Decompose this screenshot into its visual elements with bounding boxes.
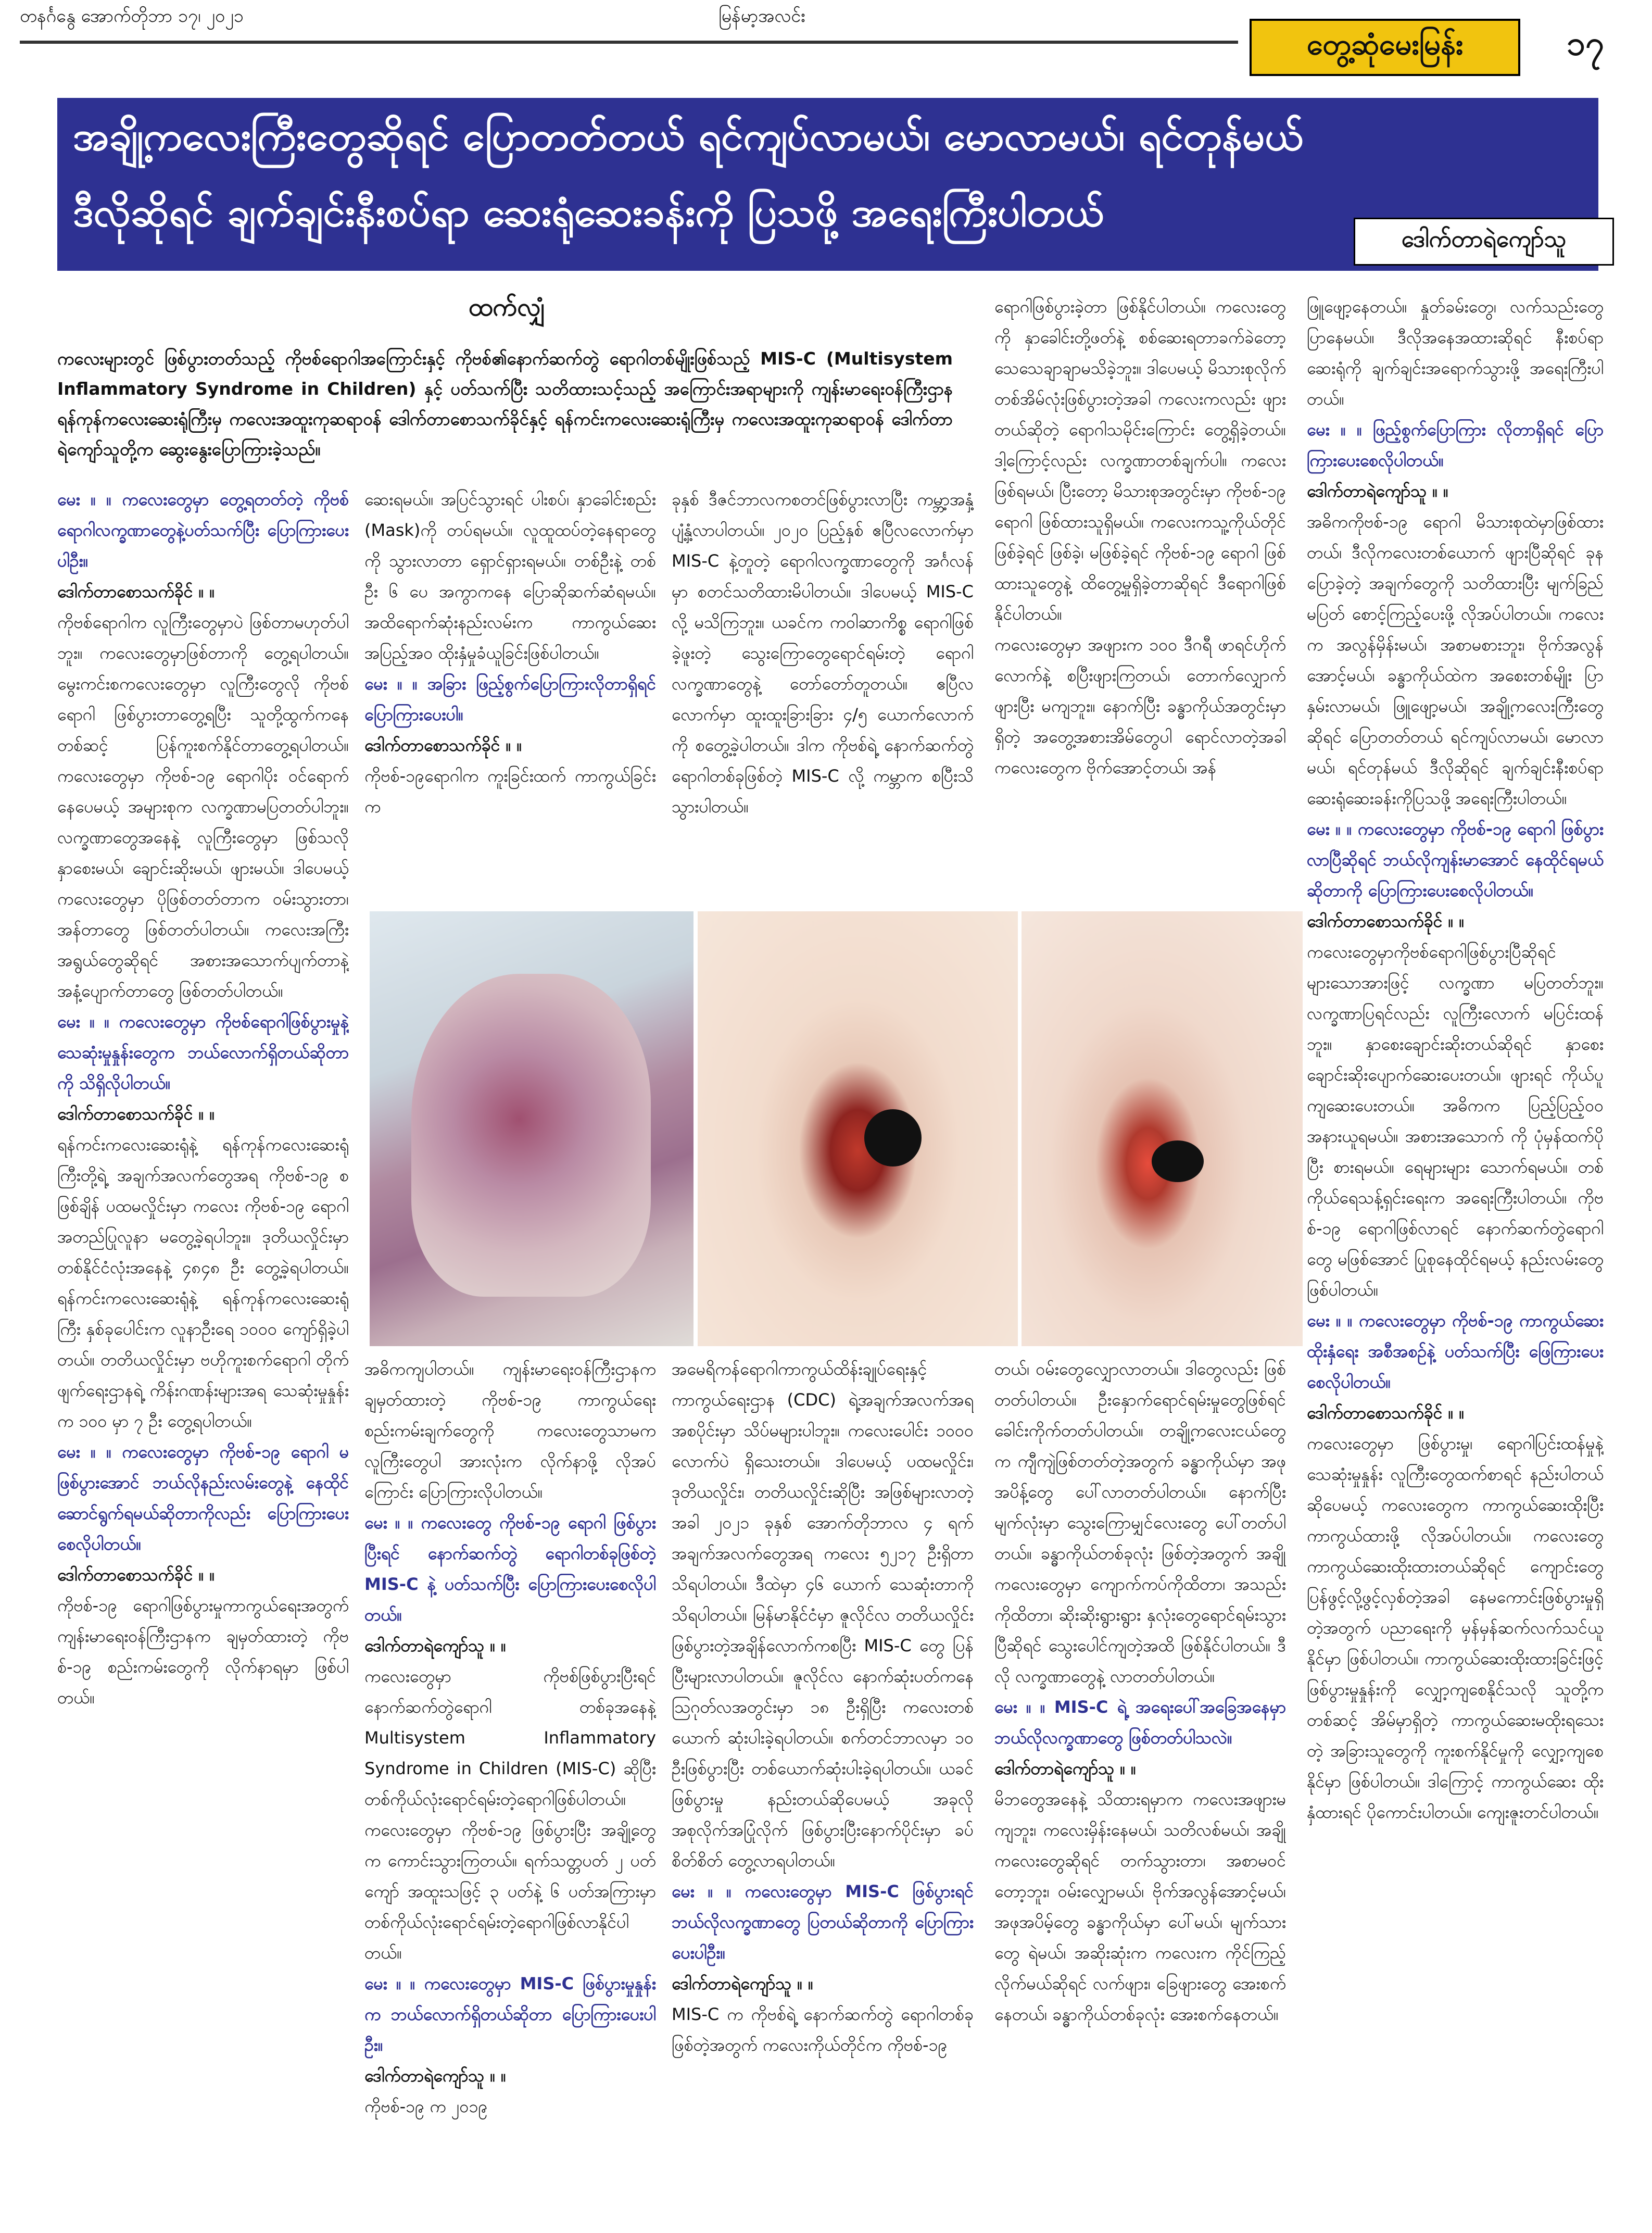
paragraph: MIS-C က ကိုဗစ်ရဲ့ နောက်ဆက်တွဲ ရောဂါတစ်ခုဖြစ်တဲ့အတွက် ကလေးကိုယ်တိုင်က ကိုဗစ်-၁၉ bbox=[672, 2004, 974, 2055]
question-text: မေး ။ ။ ကလေးတွေမှာ ကိုဗစ်-၁၉ ကာကွယ်ဆေးထိုးနှံရေး အစီအစဉ်နဲ့ ပတ်သက်ပြီး ဖြေကြားပေးစေလိုပါတယ်။ bbox=[1307, 1311, 1604, 1392]
question-text: မေး ။ ။ ကလေးတွေမှာ တွေ့ရတတ်တဲ့ ကိုဗစ်ရောဂါလက္ခဏာတွေနဲ့ပတ်သက်ပြီး ပြောကြားပေးပါဦး။ bbox=[57, 490, 349, 571]
column-3-bottom bbox=[672, 1354, 974, 2224]
paragraph: ကလေးတွေမှာကိုဗစ်ရောဂါဖြစ်ပွားပြီဆိုရင် များသောအားဖြင့် လက္ခဏာ မပြတတ်ဘူး။ လက္ခဏာပြရင်လည်း လူကြီးလောက် မပြင်းထန်ဘူး။ နှာစေးချောင်းဆိုးတယ်ဆိုရင် နှာစေးချောင်းဆိုးပျောက်ဆေးပေးတယ်။ ဖျားရင် ကိုယ်ပူကျဆေးပေးတယ်။ အဓိကက ပြည့်ပြည့်ဝဝအနားယူရမယ်။ အစားအသောက် ကို ပုံမှန်ထက်ပိုပြီး စားရမယ်။ ရေများများ သောက်ရမယ်။ တစ်ကိုယ်ရေသန့်ရှင်းရေးက အရေးကြီးပါတယ်။ ကိုဗစ်-၁၉ ရောဂါဖြစ်လာရင် နောက်ဆက်တွဲရောဂါတွေ မဖြစ်အောင် ပြုစုနေထိုင်ရမယ့် နည်းလမ်းတွေဖြစ်ပါတယ်။ bbox=[1307, 942, 1604, 1300]
page-header bbox=[0, 0, 1652, 89]
headline-line-2: ဒီလိုဆိုရင် ချက်ချင်းနီးစပ်ရာ ဆေးရုံဆေးခန်းကို ပြသဖို့ အရေးကြီးပါတယ် bbox=[73, 189, 1104, 235]
question-text: မေး ။ ။ အခြား ဖြည့်စွက်ပြောကြားလိုတာရှိရင် ပြောကြားပေးပါ။ bbox=[364, 674, 656, 724]
question-text: မေး ။ ။ ဖြည့်စွက်ပြောကြား လိုတာရှိရင် ပြောကြားပေးစေလိုပါတယ်။ bbox=[1307, 420, 1604, 470]
answerer-label: ဒေါက်တာရဲကျော်သူ ။ ။ bbox=[994, 1759, 1136, 1778]
answerer-label: ဒေါက်တာရဲကျော်သူ ။ ။ bbox=[364, 2066, 506, 2086]
question-text: မေး ။ ။ ကလေးတွေမှာ MIS-C ဖြစ်ပွားမှုနှုန်းက ဘယ်လောက်ရှိတယ်ဆိုတာ ပြောကြားပေးပါဦး။ bbox=[364, 1974, 656, 2055]
paragraph: ကိုဗစ်-၁၉ ရောဂါဖြစ်ပွားမှုကာကွယ်ရေးအတွက် ကျန်းမာရေးဝန်ကြီးဌာနက ချမှတ်ထားတဲ့ ကိုဗစ်-၁၉ စည်းကမ်းတွေကို လိုက်နာရမှာ ဖြစ်ပါတယ်။ bbox=[57, 1596, 349, 1708]
paragraph: ကိုဗစ်-၁၉ရောဂါက ကူးခြင်းထက် ကာကွယ်ခြင်းက bbox=[364, 766, 656, 817]
paragraph: ကိုဗစ်-၁၉ က ၂၀၁၉ bbox=[364, 2097, 488, 2116]
pupil-2 bbox=[1152, 1140, 1204, 1182]
answerer-label: ဒေါက်တာစောသက်ခိုင် ။ ။ bbox=[57, 582, 215, 601]
photo-red-eye-1 bbox=[698, 911, 1018, 1346]
column-1 bbox=[57, 484, 349, 2224]
header-rule bbox=[20, 41, 1238, 44]
paragraph: တယ်၊ ဝမ်းတွေလျှောလာတယ်။ ဒါတွေလည်း ဖြစ်တတ်ပါတယ်။ ဦးနှောက်ရောင်ရမ်းမှုတွေဖြစ်ရင် ခေါင်းကိုက်တတ်ပါတယ်။ တချို့ကလေးငယ်တွေက ကျီကျဲဖြစ်တတ်တဲ့အတွက် ခန္ဓာကိုယ်မှာ အဖုအပိန့်တွေ ပေါ်လာတတ်ပါတယ်။ နောက်ပြီး မျက်လုံးမှာ သွေးကြောမျှင်လေးတွေ ပေါ်တတ်ပါတယ်။ ခန္ဓာကိုယ်တစ်ခုလုံး ဖြစ်တဲ့အတွက် အချို့ကလေးတွေမှာ ကျောက်ကပ်ကိုထိတာ၊ အသည်းကိုထိတာ၊ ဆိုးဆိုးရွားရွား နှလုံးတွေရောင်ရမ်းသွားပြီဆိုရင် သွေးပေါင်ကျတဲ့အထိ ဖြစ်နိုင်ပါတယ်။ ဒီလို လက္ခဏာတွေနဲ့ လာတတ်ပါတယ်။ bbox=[994, 1359, 1286, 1686]
paragraph: အဓိကကိုဗစ်-၁၉ ရောဂါ မိသားစုထဲမှာဖြစ်ထားတယ်၊ ဒီလိုကလေးတစ်ယောက် ဖျားပြီဆိုရင် ခုနပြောခဲ့တဲ့ အချက်တွေကို သတိထားပြီး မျက်ခြည်မပြတ် စောင့်ကြည့်ပေးဖို့ လိုအပ်ပါတယ်။ ကလေးက အလွန်မှိန်းမယ်၊ အစာမစားဘူး၊ ဗိုက်အလွန်အောင့်မယ်၊ ခန္ဓာကိုယ်ထဲက အစေးတစ်မျိုး ပြာနှမ်းလာမယ်၊ ဖြူဖျော့မယ်၊ အချို့ကလေးကြီးတွေဆိုရင် ပြောတတ်တယ် ရင်ကျပ်လာမယ်၊ မောလာမယ်၊ ရင်တုန်မယ် ဒီလိုဆိုရင် ချက်ချင်းနီးစပ်ရာ ဆေးရုံဆေးခန်းကိုပြသဖို့ အရေးကြီးပါတယ်။ bbox=[1307, 512, 1604, 808]
hand-shape bbox=[411, 974, 651, 1297]
photo-red-eye-2 bbox=[1022, 911, 1303, 1346]
question-text: မေး ။ ။ ကလေးတွေမှာ MIS-C ဖြစ်ပွားရင်ဘယ်လိုလက္ခဏာတွေ ပြတယ်ဆိုတာကို ပြောကြားပေးပါဦး။ bbox=[672, 1881, 974, 1963]
column-4-bottom bbox=[994, 1354, 1286, 2224]
column-5 bbox=[1307, 292, 1604, 2224]
paragraph: မိဘတွေအနေနဲ့ သိထားရမှာက ကလေးအဖျားမကျဘူး၊ ကလေးမှိန်းနေမယ်၊ သတိလစ်မယ်၊ အချို့ကလေးတွေဆိုရင် တက်သွားတာ၊ အစာမဝင်တော့ဘူး၊ ဝမ်းလျှောမယ်၊ ဗိုက်အလွန်အောင့်မယ်၊ အဖုအပိမ့်တွေ ခန္ဓာကိုယ်မှာ ပေါ်မယ်၊ မျက်သားတွေ ရဲမယ်၊ အဆိုးဆုံးက ကလေးက ကိုင်ကြည့်လိုက်မယ်ဆိုရင် လက်ဖျား၊ ခြေဖျားတွေ အေးစက်နေတယ်၊ ခန္ဓာကိုယ်တစ်ခုလုံး အေးစက်နေတယ်။ bbox=[994, 1789, 1286, 2024]
answerer-label: ဒေါက်တာရဲကျော်သူ ။ ။ bbox=[364, 1636, 506, 1655]
paragraph: ကလေးတွေမှာ ဖြစ်ပွားမှု၊ ရောဂါပြင်းထန်မှုနဲ့ သေဆုံးမှုနှုန်း လူကြီးတွေထက်စာရင် နည်းပါတယ်ဆိုပေမယ့် ကလေးတွေက ကာကွယ်ဆေးထိုးပြီး ကာကွယ်ထားဖို့ လိုအပ်ပါတယ်။ ကလေးတွေကာကွယ်ဆေးထိုးထားတယ်ဆိုရင် ကျောင်းတွေပြန်ဖွင့်လို့ဖွင့်လှစ်တဲ့အခါ နေမကောင်းဖြစ်ပွားမှုရှိတဲ့အတွက် ပညာရေးကို မှန်မှန်ဆက်လက်သင်ယူနိုင်မှာ ဖြစ်ပါတယ်။ ကာကွယ်ဆေးထိုးထားခြင်းဖြင့် ဖြစ်ပွားမှုနှုန်းကို လျှော့ကျစေနိုင်သလို သူတို့ကတစ်ဆင့် အိမ်မှာရှိတဲ့ ကာကွယ်ဆေးမထိုးရသေးတဲ့ အခြားသူတွေကို ကူးစက်နိုင်မှုကို လျှော့ကျစေနိုင်မှာ ဖြစ်ပါတယ်။ ဒါကြောင့် ကာကွယ်ဆေး ထိုးနှံထားရင် ပိုကောင်းပါတယ်။ ကျေးဇူးတင်ပါတယ်။ bbox=[1307, 1434, 1604, 1822]
question-text: မေး ။ ။ ကလေးတွေမှာ ကိုဗစ်ရောဂါဖြစ်ပွားမှုနဲ့ သေဆုံးမှုနှုန်းတွေက ဘယ်လောက်ရှိတယ်ဆိုတာကို သိရှိလိုပါတယ်။ bbox=[57, 1012, 349, 1093]
section-label: တွေ့ဆုံမေးမြန်း bbox=[1250, 19, 1520, 76]
newspaper-name: မြန်မာ့အလင်း bbox=[718, 6, 805, 27]
column-2-top bbox=[364, 484, 656, 901]
paragraph: ခုနှစ် ဒီဇင်ဘာလကစတင်ဖြစ်ပွားလာပြီး ကမ္ဘာ့အနှံ့ပျံ့နှံ့လာပါတယ်။ ၂၀၂၀ ပြည့်နှစ် ဧပြီလလောက်မှာ MIS-C နဲ့တူတဲ့ ရောဂါလက္ခဏာတွေကို အင်္ဂလန်မှာ စတင်သတိထားမိပါတယ်။ ဒါပေမယ့် MIS-C လို့ မသိကြဘူး။ ယခင်က ကဝါဆာကိစ္စ ရောဂါဖြစ်ခဲ့ဖူးတဲ့ သွေးကြောတွေရောင်ရမ်းတဲ့ ရောဂါလက္ခဏာတွေနဲ့ တော်တော်တူတယ်။ ဧပြီလလောက်မှာ ထူးထူးခြားခြား ၄/၅ ယောက်လောက်ကို စတွေ့ခဲ့ပါတယ်။ ဒါက ကိုဗစ်ရဲ့ နောက်ဆက်တွဲ ရောဂါတစ်ခုဖြစ်တဲ့ MIS-C လို့ ကမ္ဘာက စပြီးသိသွားပါတယ်။ bbox=[672, 490, 974, 817]
answerer-label: ဒေါက်တာစောသက်ခိုင် ။ ။ bbox=[57, 1565, 215, 1585]
column-2-bottom bbox=[364, 1354, 656, 2224]
article-intro: ကလေးများတွင် ဖြစ်ပွားတတ်သည့် ကိုဗစ်ရောဂါအကြောင်းနှင့် ကိုဗစ်၏နောက်ဆက်တွဲ ရောဂါတစ်မျိုးဖြစ်သည့် MIS-C (Multisystem Inflammatory Syndrome in Children) နှင့် ပတ်သက်ပြီး သတိထားသင့်သည့် အကြောင်းအရာများကို ကျန်းမာရေးဝန်ကြီးဌာန ရန်ကုန်ကလေးဆေးရုံကြီးမှ ကလေးအထူးကုဆရာဝန် ဒေါက်တာစောသက်ခိုင်နှင့် ရန်ကင်းကလေးဆေးရုံကြီးမှ ကလေးအထူးကုဆရာဝန် ဒေါက်တာရဲကျော်သူတို့က ဆွေးနွေးပြောကြားခဲ့သည်။ bbox=[57, 348, 953, 459]
paragraph: အဓိကကျပါတယ်။ ကျန်းမာရေးဝန်ကြီးဌာနက ချမှတ်ထားတဲ့ ကိုဗစ်-၁၉ ကာကွယ်ရေး စည်းကမ်းချက်တွေကို ကလေးတွေသာမက လူကြီးတွေပါ အားလုံးက လိုက်နာဖို့ လိုအပ်ကြောင်း ပြောကြားလိုပါတယ်။ bbox=[364, 1359, 656, 1502]
paragraph: ရန်ကင်းကလေးဆေးရုံနဲ့ ရန်ကုန်ကလေးဆေးရုံကြီးတို့ရဲ့ အချက်အလက်တွေအရ ကိုဗစ်-၁၉ စဖြစ်ချိန် ပထမလှိုင်းမှာ ကလေး ကိုဗစ်-၁၉ ရောဂါ အတည်ပြုလူနာ မတွေ့ခဲ့ရပါဘူး။ ဒုတိယလှိုင်းမှာ တစ်နိုင်ငံလုံးအနေနဲ့ ၄၈၄၈ ဦး တွေ့ခဲ့ရပါတယ်။ ရန်ကင်းကလေးဆေးရုံနဲ့ ရန်ကုန်ကလေးဆေးရုံကြီး နှစ်ခုပေါင်းက လူနာဦးရေ ၁၀၀၀ ကျော်ရှိခဲ့ပါတယ်။ တတိယလှိုင်းမှာ ဗဟိုကူးစက်ရောဂါ တိုက်ဖျက်ရေးဌာနရဲ့ ကိန်းဂဏန်းများအရ သေဆုံးမှုနှုန်းက ၁၀၀ မှာ ၇ ဦး တွေ့ရပါတယ်။ bbox=[57, 1135, 349, 1431]
headline-line-1: အချို့ကလေးကြီးတွေဆိုရင် ပြောတတ်တယ် ရင်ကျပ်လာမယ်၊ မောလာမယ်၊ ရင်တုန်မယ် bbox=[73, 113, 1304, 159]
column-4-top bbox=[994, 292, 1286, 901]
answerer-label: ဒေါက်တာစောသက်ခိုင် ။ ။ bbox=[1307, 911, 1465, 931]
answerer-label: ဒေါက်တာရဲကျော်သူ ။ ။ bbox=[672, 1974, 813, 1993]
photo-rash-hand bbox=[370, 911, 693, 1346]
interviewer-name: ထက်လျှံ bbox=[469, 293, 546, 322]
column-3-top bbox=[672, 484, 974, 901]
paragraph: ရောဂါဖြစ်ပွားခဲ့တာ ဖြစ်နိုင်ပါတယ်။ ကလေးတွေကို နှာခေါင်းတို့ဖတ်နဲ့ စစ်ဆေးရတာခက်ခဲတော့ သေသေချာချာမသိခဲ့ဘူး။ ဒါပေမယ့် မိသားစုလိုက် တစ်အိမ်လုံးဖြစ်ပွားတဲ့အခါ ကလေးကလည်း ဖျားတယ်ဆိုတဲ့ ရောဂါသမိုင်းကြောင်း တွေ့ရှိခဲ့တယ်။ ဒါ့ကြောင့်လည်း လက္ခဏာတစ်ချက်ပါ။ ကလေးဖြစ်ရမယ်၊ ပြီးတော့ မိသားစုအတွင်းမှာ ကိုဗစ်-၁၉ ရောဂါ ဖြစ်ထားသူရှိမယ်။ ကလေးကသူ့ကိုယ်တိုင် ဖြစ်ခဲ့ရင် ဖြစ်ခဲ့၊ မဖြစ်ခဲ့ရင် ကိုဗစ်-၁၉ ရောဂါ ဖြစ်ထားသူတွေနဲ့ ထိတွေ့မှုရှိခဲ့တာဆိုရင် ဒီရောဂါဖြစ်နိုင်ပါတယ်။ bbox=[994, 297, 1286, 624]
answerer-label: ဒေါက်တာစောသက်ခိုင် ။ ။ bbox=[1307, 1403, 1465, 1423]
paragraph: ကိုဗစ်ရောဂါက လူကြီးတွေမှာပဲ ဖြစ်တာမဟုတ်ပါဘူး။ ကလေးတွေမှာဖြစ်တာကို တွေ့ရပါတယ်။ မွေးကင်းစကလေးတွေမှာ လူကြီးတွေလို ကိုဗစ်ရောဂါ ဖြစ်ပွားတာတွေ့ရပြီး သူတို့ထွက်ကနေတစ်ဆင့် ပြန်ကူးစက်နိုင်တာတွေ့ရပါတယ်။ ကလေးတွေမှာ ကိုဗစ်-၁၉ ရောဂါပိုး ဝင်ရောက်နေပေမယ့် အများစုက လက္ခဏာမပြတတ်ပါဘူး။ လက္ခဏာတွေအနေနဲ့ လူကြီးတွေမှာ ဖြစ်သလို နှာစေးမယ်၊ ချောင်းဆိုးမယ်၊ ဖျားမယ်။ ဒါပေမယ့် ကလေးတွေမှာ ပိုဖြစ်တတ်တာက ဝမ်းသွားတာ၊ အန်တာတွေ ဖြစ်တတ်ပါတယ်။ ကလေးအကြီးအရွယ်တွေဆိုရင် အစားအသောက်ပျက်တာနဲ့ အနံ့ပျောက်တာတွေ ဖြစ်တတ်ပါတယ်။ bbox=[57, 612, 349, 1001]
answerer-label: ဒေါက်တာရဲကျော်သူ ။ ။ bbox=[1307, 481, 1448, 501]
answerer-label: ဒေါက်တာစောသက်ခိုင် ။ ။ bbox=[57, 1104, 215, 1124]
answerer-label: ဒေါက်တာစောသက်ခိုင် ။ ။ bbox=[364, 735, 522, 755]
paragraph: ကလေးတွေမှာ ကိုဗစ်ဖြစ်ပွားပြီးရင် နောက်ဆက်တွဲရောဂါ တစ်ခုအနေနဲ့ Multisystem Inflammatory Syndrome in Children (MIS-C) ဆိုပြီး တစ်ကိုယ်လုံးရောင်ရမ်းတဲ့ရောဂါဖြစ်ပါတယ်။ ကလေးတွေမှာ ကိုဗစ်-၁၉ ဖြစ်ပွားပြီး အချို့တွေက ကောင်းသွားကြတယ်။ ရက်သတ္တပတ် ၂ ပတ်ကျော် အထူးသဖြင့် ၃ ပတ်နဲ့ ၆ ပတ်အကြားမှာ တစ်ကိုယ်လုံးရောင်ရမ်းတဲ့ရောဂါဖြစ်လာနိုင်ပါတယ်။ bbox=[364, 1666, 656, 1963]
question-text: မေး ။ ။ MIS-C ရဲ့ အရေးပေါ်အခြေအနေမှာ ဘယ်လိုလက္ခဏာတွေ ဖြစ်တတ်ပါသလဲ။ bbox=[994, 1697, 1286, 1748]
question-text: မေး ။ ။ ကလေးတွေမှာ ကိုဗစ်-၁၉ ရောဂါ မဖြစ်ပွားအောင် ဘယ်လိုနည်းလမ်းတွေနဲ့ နေထိုင်ဆောင်ရွက်ရမယ်ဆိုတာကိုလည်း ပြောကြားပေးစေလိုပါတယ်။ bbox=[57, 1442, 349, 1554]
issue-date: တနင်္ဂနွေ အောက်တိုဘာ ၁၇၊ ၂၀၂၁ bbox=[20, 6, 244, 27]
page-number: ၁၇ bbox=[1567, 24, 1604, 63]
byline: ဒေါက်တာရဲကျော်သူ bbox=[1354, 218, 1614, 266]
question-text: မေး ။ ။ ကလေးတွေ ကိုဗစ်-၁၉ ရောဂါ ဖြစ်ပွားပြီးရင် နောက်ဆက်တွဲ ရောဂါတစ်ခုဖြစ်တဲ့ MIS-C နဲ့ ပတ်သက်ပြီး ပြောကြားပေးစေလိုပါတယ်။ bbox=[364, 1513, 656, 1625]
question-text: မေး ။ ။ ကလေးတွေမှာ ကိုဗစ်-၁၉ ရောဂါ ဖြစ်ပွားလာပြီဆိုရင် ဘယ်လိုကျန်းမာအောင် နေထိုင်ရမယ် ဆိုတာကို ပြောကြားပေးစေလိုပါတယ်။ bbox=[1307, 819, 1604, 900]
pupil-1 bbox=[864, 1109, 922, 1166]
paragraph: ဖြူဖျော့နေတယ်။ နှုတ်ခမ်းတွေ၊ လက်သည်းတွေ ပြာနေမယ်။ ဒီလိုအနေအထားဆိုရင် နီးစပ်ရာဆေးရုံကို ချက်ချင်းအရောက်သွားဖို့ အရေးကြီးပါတယ်။ bbox=[1307, 297, 1604, 409]
paragraph: ကလေးတွေမှာ အဖျားက ၁၀၀ ဒီဂရီ ဖာရင်ဟိုက်လောက်နဲ့ စပြီးဖျားကြတယ်၊ တောက်လျှောက်ဖျားပြီး မကျဘူး။ နောက်ပြီး ခန္ဓာကိုယ်အတွင်းမှာရှိတဲ့ အတွေ့အစားအိမ်တွေပါ ရောင်လာတဲ့အခါ ကလေးတွေက ဗိုက်အောင့်တယ်၊ အန် bbox=[994, 635, 1286, 777]
paragraph: အမေရိကန်ရောဂါကာကွယ်ထိန်းချုပ်ရေးနှင့် ကာကွယ်ရေးဌာန (CDC) ရဲ့အချက်အလက်အရ အစပိုင်းမှာ သိပ်မများပါဘူး။ ကလေးပေါင်း ၁၀၀၀ လောက်ပဲ ရှိသေးတယ်။ ဒါပေမယ့် ပထမလှိုင်း၊ ဒုတိယလှိုင်း၊ တတိယလှိုင်းဆိုပြီး အဖြစ်များလာတဲ့အခါ ၂၀၂၁ ခုနှစ် အောက်တိုဘာလ ၄ ရက် အချက်အလက်တွေအရ ကလေး ၅၂၁၇ ဦးရှိတာ သိရပါတယ်။ ဒီထဲမှာ ၄၆ ယောက် သေဆုံးတာကို သိရပါတယ်။ မြန်မာနိုင်ငံမှာ ဇူလိုင်လ တတိယလှိုင်းဖြစ်ပွားတဲ့အချိန်လောက်ကစပြီး MIS-C တွေ ပြန်ပြီးများလာပါတယ်။ ဇူလိုင်လ နောက်ဆုံးပတ်ကနေ ဩဂုတ်လအတွင်းမှာ ၁၈ ဦးရှိပြီး ကလေးတစ်ယောက် ဆုံးပါးခဲ့ရပါတယ်။ စက်တင်ဘာလမှာ ၁၀ ဦးဖြစ်ပွားပြီး တစ်ယောက်ဆုံးပါးခဲ့ရပါတယ်။ ယခင်ဖြစ်ပွားမှု နည်းတယ်ဆိုပေမယ့် အခုလို အစုလိုက်အပြုံလိုက် ဖြစ်ပွားပြီးနောက်ပိုင်းမှာ ခပ်စိတ်စိတ် တွေ့လာရပါတယ်။ bbox=[672, 1359, 974, 1871]
paragraph: ဆေးရမယ်။ အပြင်သွားရင် ပါးစပ်၊ နှာခေါင်းစည်း (Mask)ကို တပ်ရမယ်။ လူထူထပ်တဲ့နေရာတွေကို သွားလာတာ ရှောင်ရှားရမယ်။ တစ်ဦးနဲ့ တစ်ဦး ၆ ပေ အကွာကနေ ပြောဆိုဆက်ဆံရမယ်။ အထိရောက်ဆုံးနည်းလမ်းက ကာကွယ်ဆေးအပြည့်အဝ ထိုးနှံမှုခံယူခြင်းဖြစ်ပါတယ်။ bbox=[364, 490, 656, 663]
